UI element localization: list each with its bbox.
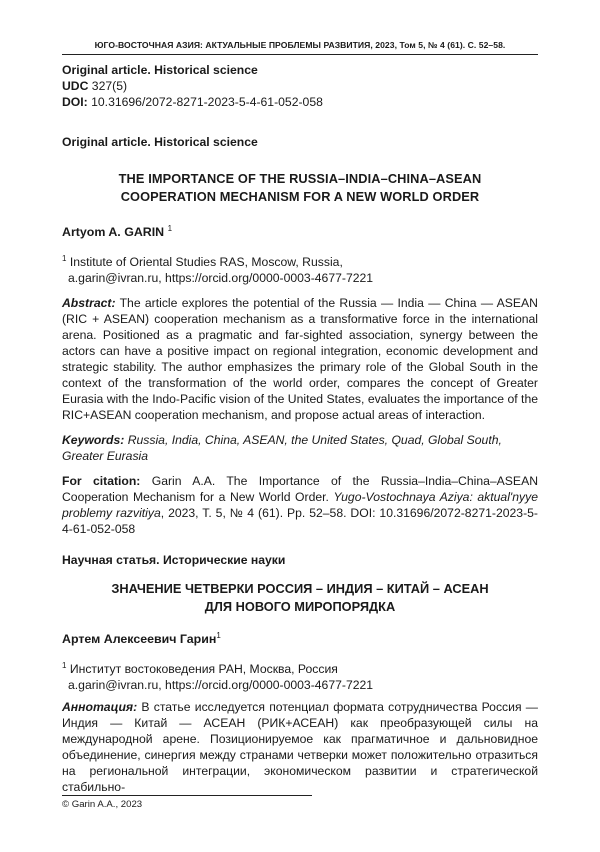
running-head: ЮГО-ВОСТОЧНАЯ АЗИЯ: АКТУАЛЬНЫЕ ПРОБЛЕМЫ РАЗВИТИЯ, 2023, Том 5, № 4 (61). С. 52–58. (94, 40, 506, 50)
section-label: Original article. Historical science (62, 135, 258, 149)
udc-label: UDC (62, 79, 89, 93)
doi-line (62, 94, 538, 110)
author-en-sup: 1 (167, 224, 173, 233)
abstract-ru-text: В статье исследуется потенциал формата сотрудничества Россия —Индия — Китай — АСЕАН (РИК+АСЕАН) как преобразующей силы на международной арене. Позиционируемое как прагматичное и дальновидное объединение, синергия между странами четверки может положительно отразиться на региональной интеграции, экономическом развитии и стратегической стабильно- (62, 700, 538, 795)
affiliation-en-line-1 (62, 255, 343, 269)
author-ru (62, 628, 538, 647)
citation-en (62, 473, 538, 537)
article-title-ru (62, 580, 538, 616)
citation-journal: Yugo-Vostochnaya Aziya: aktual'nyye problemy razvitiya (62, 490, 538, 521)
abstract-ru (62, 699, 538, 795)
title-en-line-2: COOPERATION MECHANISM FOR A NEW WORLD ORDER (120, 189, 480, 204)
affiliation-en-text: Institute of Oriental Studies RAS, Moscow, Russia, (69, 255, 343, 270)
affiliation-en-line-2: a.garin@ivran.ru, https://orcid.org/0000-0003-4677-7221 (68, 271, 374, 286)
affiliation-ru-sup: 1 (62, 661, 67, 671)
article-type: Original article. Historical science (62, 63, 258, 77)
author-en (62, 221, 538, 240)
footer-rule (62, 795, 312, 796)
title-ru-line-1: ЗНАЧЕНИЕ ЧЕТВЕРКИ РОССИЯ – ИНДИЯ – КИТАЙ – АСЕАН (111, 581, 489, 597)
citation-text-2: , 2023, T. 5, № 4 (61). Pp. 52–58. DOI: 10.31696/2072-8271-2023-5-4-61-052-058 (62, 506, 538, 537)
affiliation-en-sup: 1 (62, 254, 67, 264)
affiliation-ru-line-1 (62, 662, 338, 676)
doi-value: 10.31696/2072-8271-2023-5-4-61-052-058 (91, 95, 323, 109)
copyright-footer: © Garin A.A., 2023 (62, 799, 143, 810)
affiliation-ru-text: Институт востоковедения РАН, Москва, Россия (69, 662, 338, 677)
section-label-ru: Научная статья. Исторические науки (62, 553, 286, 568)
author-ru-name: Артем Алексеевич Гарин (62, 632, 217, 647)
keywords-en-text: Russia, India, China, ASEAN, the United States, Quad, Global South, Greater Eurasia (62, 433, 502, 464)
affiliation-ru-line-2: a.garin@ivran.ru, https://orcid.org/0000-0003-4677-7221 (68, 678, 374, 693)
author-ru-sup: 1 (216, 631, 221, 641)
title-en-line-1: THE IMPORTANCE OF THE RUSSIA–INDIA–CHINA–ASEAN (118, 171, 482, 186)
article-meta (62, 62, 538, 110)
article-content (62, 62, 538, 795)
udc-line (62, 78, 538, 94)
keywords-en (62, 432, 538, 464)
abstract-en-text: The article explores the potential of the Russia — India — China — ASEAN (RIC + ASEAN) cooperation mechanism as a transformative force in the international arena. Positioned as a pragmatic and far-sighted association, synergy between the actors can have a positive impact on regional integration, economic development and strategic stability. The author emphasizes the primary role of the Global South in the context of the transformation of the world order, compares the concept of Greater Eurasia with the Indo-Pacific vision of the United States, evaluates the importance of the RIC+ASEAN cooperation mechanism, and propose actual areas of interaction. (62, 296, 538, 423)
doi-label: DOI: (62, 95, 88, 109)
citation-label: For citation: (62, 474, 141, 489)
keywords-en-label: Keywords: (62, 433, 125, 448)
author-en-name: Artyom A. GARIN (62, 225, 165, 240)
affiliation-ru (62, 658, 538, 693)
udc-value: 327(5) (91, 79, 128, 93)
citation-text-1: Garin A.A. The Importance of the Russia–India–China–ASEAN Cooperation Mechanism for a New World Order. (62, 474, 538, 505)
header-rule (62, 54, 538, 55)
title-ru-line-2: ДЛЯ НОВОГО МИРОПОРЯДКА (204, 599, 396, 615)
article-title-en (62, 170, 538, 206)
abstract-en (62, 295, 538, 423)
abstract-en-label: Abstract: (62, 296, 116, 311)
abstract-ru-label: Аннотация: (62, 700, 138, 715)
affiliation-en (62, 251, 538, 286)
